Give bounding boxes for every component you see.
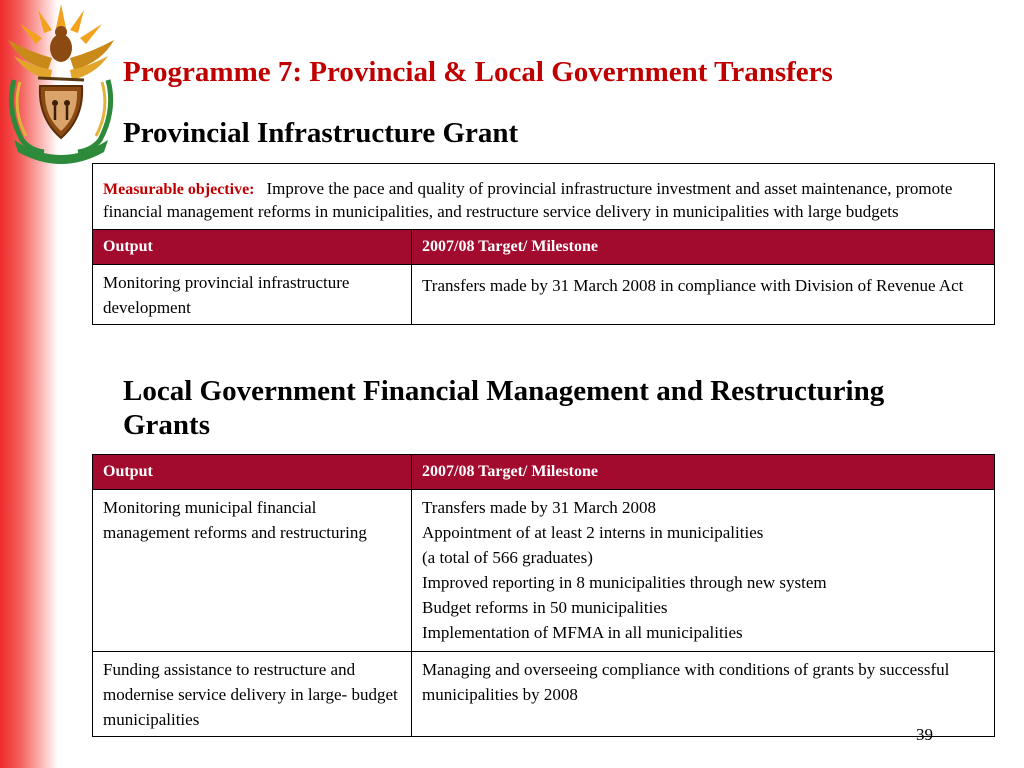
target-line: Improved reporting in 8 municipalities through new system <box>422 573 827 592</box>
target-line: Budget reforms in 50 municipalities <box>422 598 668 617</box>
target-line: Appointment of at least 2 interns in municipalities <box>422 523 764 542</box>
page-number: 39 <box>916 725 933 744</box>
section-heading-infrastructure-grant: Provincial Infrastructure Grant <box>123 117 519 149</box>
target-cell <box>412 490 995 652</box>
table-row <box>93 652 995 737</box>
table-row <box>93 490 995 652</box>
local-government-grants-table <box>92 454 995 737</box>
objective-label: Measurable objective: <box>103 181 255 198</box>
objective-text: Improve the pace and quality of provincial infrastructure investment and asset maintenance, promote financial management reforms in municipalities, and restructure service delivery in municipalities with large budgets <box>103 179 953 221</box>
section-heading-local-government-grants: Local Government Financial Management and Restructuring Grants <box>123 375 885 441</box>
table-row <box>93 265 995 325</box>
output-cell: Funding assistance to restructure and modernise service delivery in large- budget municipalities <box>93 652 412 737</box>
target-line: Transfers made by 31 March 2008 in compliance with Division of Revenue Act <box>422 276 964 295</box>
infrastructure-grant-table <box>92 163 995 325</box>
measurable-objective-cell <box>93 164 995 230</box>
column-header-target: 2007/08 Target/ Milestone <box>412 230 995 265</box>
target-line: Implementation of MFMA in all municipalities <box>422 623 743 642</box>
coat-of-arms-icon <box>0 0 122 165</box>
page-title: Programme 7: Provincial & Local Government Transfers <box>123 56 833 88</box>
objective-row <box>93 164 995 230</box>
output-cell: Monitoring municipal financial management reforms and restructuring <box>93 490 412 652</box>
table-header-row <box>93 230 995 265</box>
output-cell: Monitoring provincial infrastructure development <box>93 265 412 325</box>
table-header-row <box>93 455 995 490</box>
target-cell <box>412 265 995 325</box>
target-cell <box>412 652 995 737</box>
column-header-output: Output <box>93 455 412 490</box>
column-header-target: 2007/08 Target/ Milestone <box>412 455 995 490</box>
target-line: (a total of 566 graduates) <box>422 548 593 567</box>
target-line: Managing and overseeing compliance with conditions of grants by successful municipalities by 2008 <box>422 660 950 704</box>
target-line: Transfers made by 31 March 2008 <box>422 498 657 517</box>
column-header-output: Output <box>93 230 412 265</box>
